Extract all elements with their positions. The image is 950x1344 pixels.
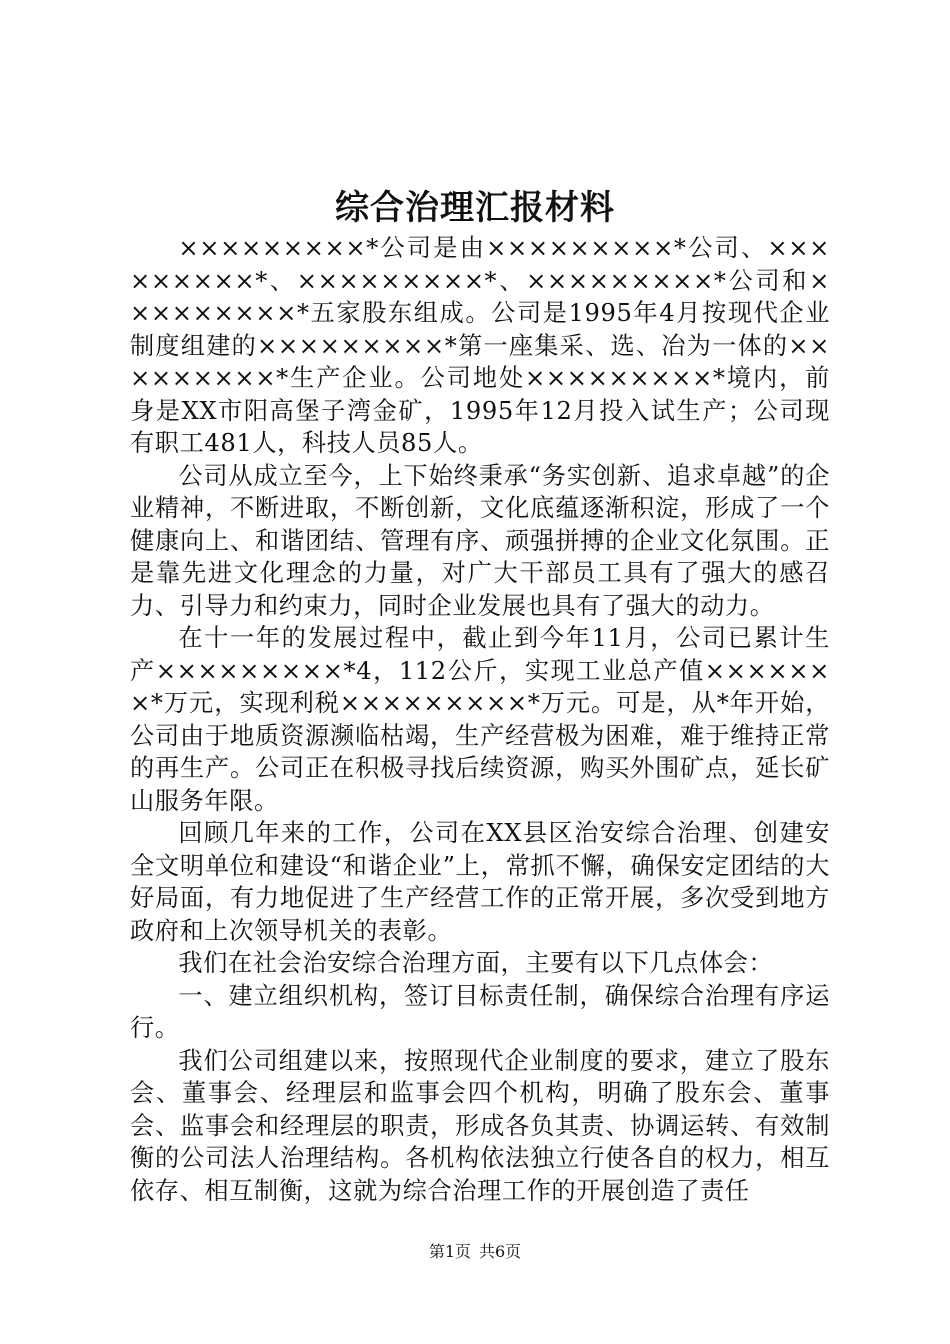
paragraph-organization: 我们公司组建以来，按照现代企业制度的要求，建立了股东会、董事会、经理层和监事会四个机构，明确了股东会、董事会、监事会和经理层的职责，形成各负其责、协调运转、有效制衡的公司法人治理结构。各机构依法独立行使各自的权力，相互依存、相互制衡，这就为综合治理工作的开展创造了责任 [130,1046,830,1205]
document-body [130,232,830,1207]
paragraph-company-intro: ×××××××××*公司是由×××××××××*公司、×××××××××*、×××××××××*、×××××××××*公司和×××××××××*五家股东组成。公司是1995年4月按现代企业制度组建的×××××××××*第一座集采、选、冶为一体的×××××××××*生产企业。公司地处×××××××××*境内，前身是XX市阳高堡子湾金矿，1995年12月投入试生产；公司现有职工481人，科技人员85人。 [130,234,830,457]
paragraph-experience-intro: 我们在社会治安综合治理方面，主要有以下几点体会： [178,949,774,977]
section-heading-one: 一、建立组织机构，签订目标责任制，确保综合治理有序运行。 [130,981,830,1042]
paragraph-corporate-culture: 公司从成立至今，上下始终秉承“务实创新、追求卓越”的企业精神，不断进取，不断创新，文化底蕴逐渐积淀，形成了一个健康向上、和谐团结、管理有序、顽强拼搏的企业文化氛围。正是靠先进文化理念的力量，对广大干部员工具有了强大的感召力、引导力和约束力，同时企业发展也具有了强大的动力。 [130,461,830,620]
page-number: 第1页 [428,1242,471,1261]
page-total: 共6页 [479,1242,522,1261]
page-footer [0,1240,950,1264]
paragraph-review: 回顾几年来的工作，公司在XX县区治安综合治理、创建安全文明单位和建设“和谐企业”上，常抓不懈，确保安定团结的大好局面，有力地促进了生产经营工作的正常开展，多次受到地方政府和上次领导机关的表彰。 [130,819,830,945]
document-title: 综合治理汇报材料 [335,188,615,228]
paragraph-development: 在十一年的发展过程中，截止到今年11月，公司已累计生产×××××××××*4，112公斤，实现工业总产值×××××××*万元，实现利税×××××××××*万元。可是，从*年开始，公司由于地质资源濒临枯竭，生产经营极为困难，难于维持正常的再生产。公司正在积极寻找后续资源，购买外围矿点，延长矿山服务年限。 [130,624,830,815]
